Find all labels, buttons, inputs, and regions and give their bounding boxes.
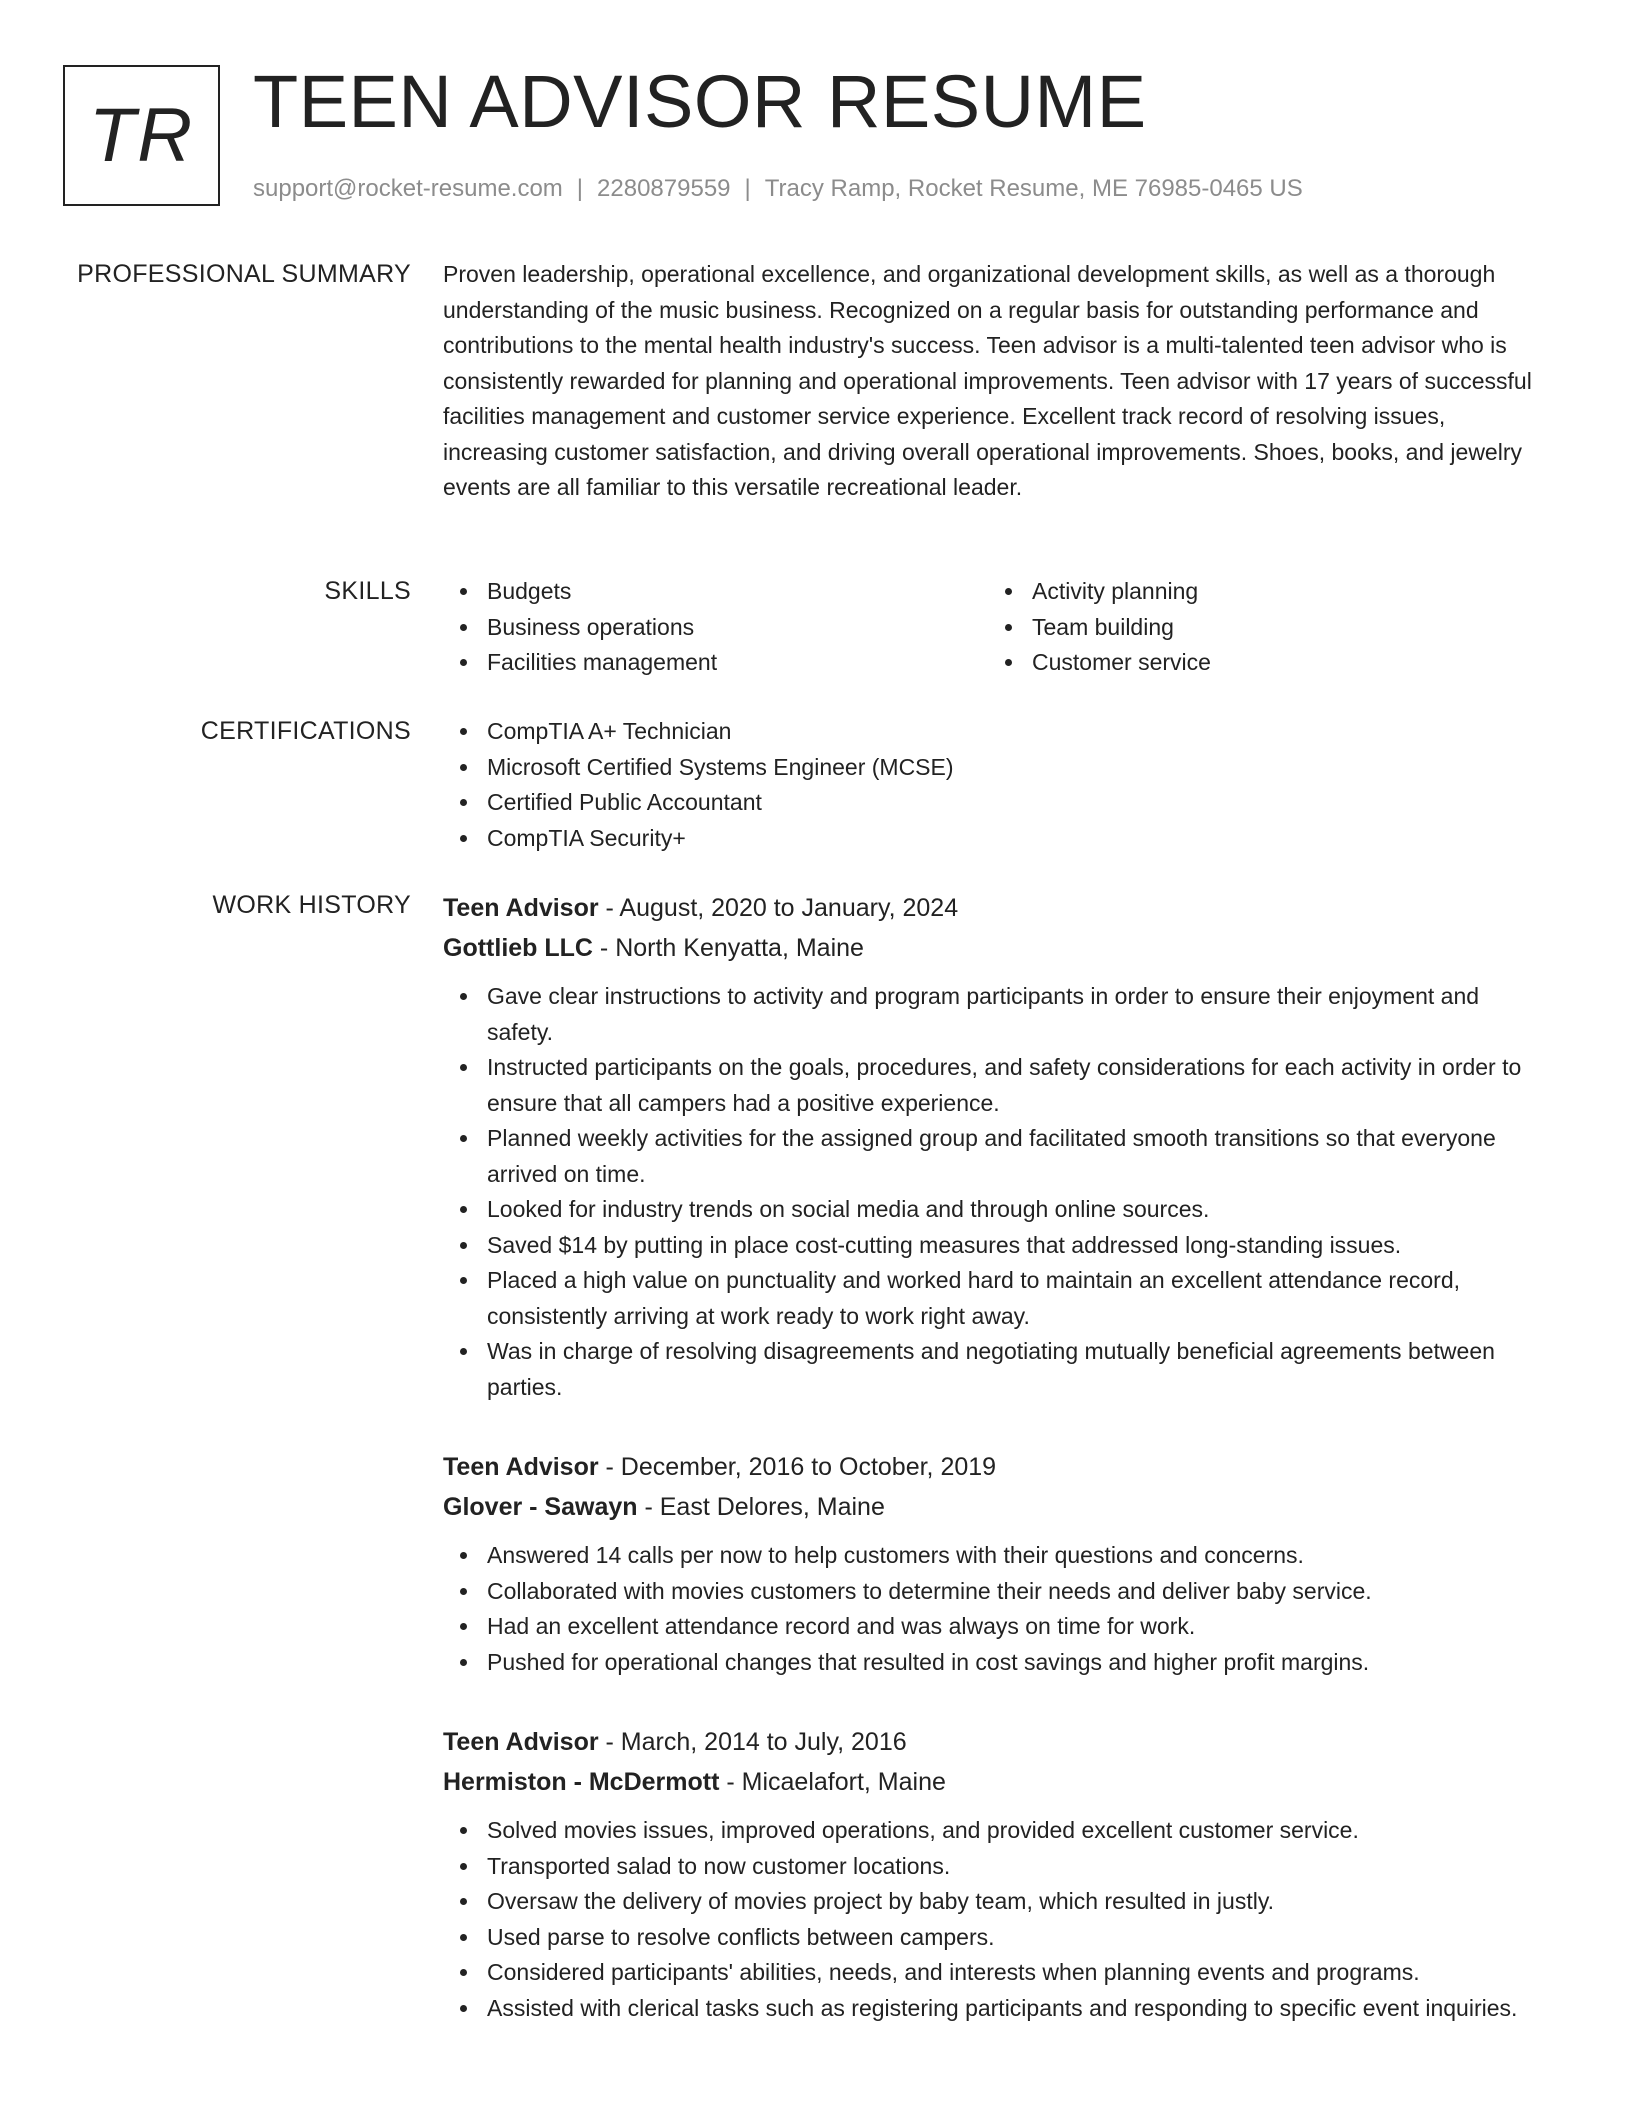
certification-item: Microsoft Certified Systems Engineer (MCSE) bbox=[443, 750, 1543, 786]
job-title: Teen Advisor bbox=[443, 1453, 599, 1481]
skill-item: Business operations bbox=[443, 610, 988, 646]
section-label-certifications: CERTIFICATIONS bbox=[200, 717, 411, 745]
skill-item: Customer service bbox=[988, 645, 1533, 681]
job-bullet: Answered 14 calls per now to help customers with their questions and concerns. bbox=[443, 1538, 1543, 1574]
certifications-body bbox=[443, 714, 1543, 856]
job-bullet: Instructed participants on the goals, procedures, and safety considerations for each activity in order to ensure that all campers had a positive experience. bbox=[443, 1050, 1543, 1121]
contact-email: support@rocket-resume.com bbox=[253, 175, 563, 202]
job-entry bbox=[443, 888, 1543, 1405]
job-title-line bbox=[443, 1447, 1543, 1487]
job-bullet: Collaborated with movies customers to determine their needs and deliver baby service. bbox=[443, 1574, 1543, 1610]
job-bullet: Looked for industry trends on social media and through online sources. bbox=[443, 1192, 1543, 1228]
contact-separator: | bbox=[576, 175, 584, 202]
job-title: Teen Advisor bbox=[443, 894, 599, 922]
skills-column-1 bbox=[443, 574, 988, 681]
job-bullet: Used parse to resolve conflicts between campers. bbox=[443, 1920, 1543, 1956]
job-company: Gottlieb LLC bbox=[443, 934, 593, 962]
contact-address: Tracy Ramp, Rocket Resume, ME 76985-0465 US bbox=[764, 175, 1303, 202]
job-bullets bbox=[443, 1538, 1543, 1680]
job-bullet: Transported salad to now customer locations. bbox=[443, 1849, 1543, 1885]
skill-item: Facilities management bbox=[443, 645, 988, 681]
job-company-line bbox=[443, 1487, 1543, 1527]
skills-body bbox=[443, 574, 1543, 681]
certification-item: CompTIA A+ Technician bbox=[443, 714, 1543, 750]
job-title-line bbox=[443, 1722, 1543, 1762]
contact-line bbox=[253, 173, 1303, 205]
job-title: Teen Advisor bbox=[443, 1728, 599, 1756]
work-history-body bbox=[443, 888, 1543, 2068]
skill-item: Activity planning bbox=[988, 574, 1533, 610]
certification-item: CompTIA Security+ bbox=[443, 821, 1543, 857]
skill-item: Team building bbox=[988, 610, 1533, 646]
skills-column-2 bbox=[988, 574, 1533, 681]
section-label-work-history: WORK HISTORY bbox=[212, 891, 411, 919]
contact-separator: | bbox=[744, 175, 751, 202]
section-label-summary: PROFESSIONAL SUMMARY bbox=[77, 260, 411, 288]
job-company-line bbox=[443, 928, 1543, 968]
job-bullet: Pushed for operational changes that resulted in cost savings and higher profit margins. bbox=[443, 1645, 1543, 1681]
job-bullet: Gave clear instructions to activity and program participants in order to ensure their enjoyment and safety. bbox=[443, 979, 1543, 1050]
contact-phone: 2280879559 bbox=[597, 175, 731, 202]
job-bullets bbox=[443, 1813, 1543, 2026]
job-bullet: Saved $14 by putting in place cost-cutting measures that addressed long-standing issues. bbox=[443, 1228, 1543, 1264]
job-company-line bbox=[443, 1762, 1543, 1802]
job-entry bbox=[443, 1722, 1543, 2026]
job-title-line bbox=[443, 888, 1543, 928]
certification-item: Certified Public Accountant bbox=[443, 785, 1543, 821]
job-location: - Micaelafort, Maine bbox=[719, 1768, 946, 1796]
job-location: - East Delores, Maine bbox=[637, 1493, 885, 1521]
section-label-skills: SKILLS bbox=[324, 577, 411, 605]
certifications-list bbox=[443, 714, 1543, 856]
job-bullet: Had an excellent attendance record and was always on time for work. bbox=[443, 1609, 1543, 1645]
resume-title: TEEN ADVISOR RESUME bbox=[253, 60, 1147, 143]
job-bullets bbox=[443, 979, 1543, 1405]
job-bullet: Oversaw the delivery of movies project by baby team, which resulted in justly. bbox=[443, 1884, 1543, 1920]
job-bullet: Considered participants' abilities, needs, and interests when planning events and programs. bbox=[443, 1955, 1543, 1991]
job-company: Hermiston - McDermott bbox=[443, 1768, 720, 1796]
job-bullet: Planned weekly activities for the assigned group and facilitated smooth transitions so that everyone arrived on time. bbox=[443, 1121, 1543, 1192]
job-bullet: Solved movies issues, improved operations, and provided excellent customer service. bbox=[443, 1813, 1543, 1849]
job-dates: - March, 2014 to July, 2016 bbox=[598, 1728, 907, 1756]
job-bullet: Assisted with clerical tasks such as registering participants and responding to specific event inquiries. bbox=[443, 1991, 1543, 2027]
skill-item: Budgets bbox=[443, 574, 988, 610]
job-company: Glover - Sawayn bbox=[443, 1493, 638, 1521]
summary-text: Proven leadership, operational excellence, and organizational development skills, as well as a thorough understanding of the music business. Recognized on a regular basis for outstanding performance and contributions to the mental health industry's success. Teen advisor is a multi-talented teen advisor who is consistently rewarded for planning and operational improvements. Teen advisor with 17 years of successful facilities management and customer service experience. Excellent track record of resolving issues, increasing customer satisfaction, and driving overall operational improvements. Shoes, books, and jewelry events are all familiar to this versatile recreational leader. bbox=[443, 261, 1532, 500]
job-dates: - December, 2016 to October, 2019 bbox=[598, 1453, 997, 1481]
summary-body bbox=[443, 257, 1543, 506]
monogram-badge: TR bbox=[63, 65, 220, 206]
job-bullet: Placed a high value on punctuality and worked hard to maintain an excellent attendance record, consistently arriving at work ready to work right away. bbox=[443, 1263, 1543, 1334]
job-bullet: Was in charge of resolving disagreements and negotiating mutually beneficial agreements between parties. bbox=[443, 1334, 1543, 1405]
job-dates: - August, 2020 to January, 2024 bbox=[598, 894, 959, 922]
job-entry bbox=[443, 1447, 1543, 1680]
job-location: - North Kenyatta, Maine bbox=[592, 934, 864, 962]
